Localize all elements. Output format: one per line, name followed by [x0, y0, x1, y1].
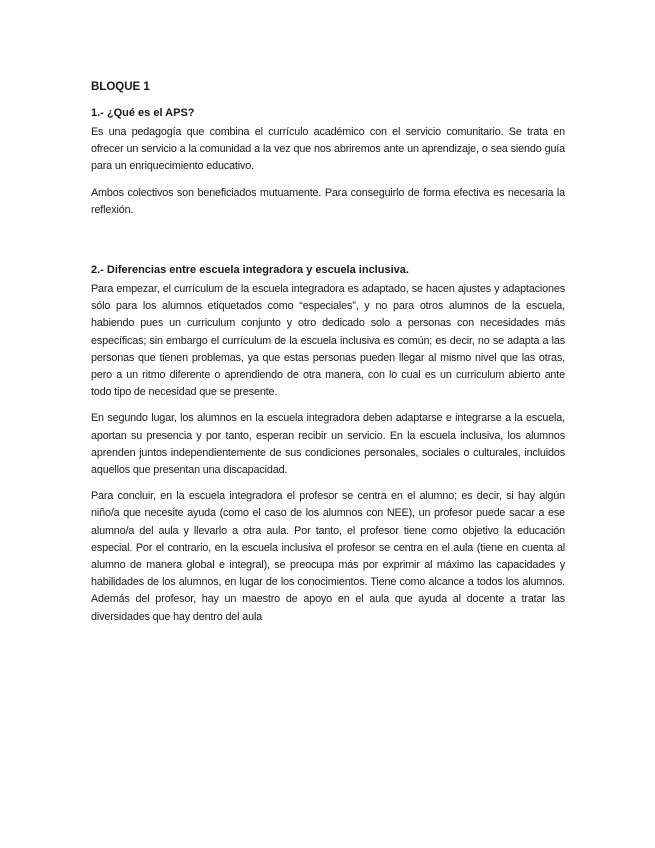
section-heading-aps: 1.- ¿Qué es el APS?: [91, 107, 195, 119]
section-differences: [91, 262, 565, 626]
paragraph: En segundo lugar, los alumnos en la escuela integradora deben adaptarse e integrarse a la escuela, aportan su presencia y por tanto, esperan recibir un servicio. En la escuela inclusiva, los alumnos aprenden juntos independientemente de sus condiciones personales, sociales o culturales, incluidos aquellos que presentan una discapacidad.: [91, 412, 565, 477]
section-heading-differences: 2.- Diferencias entre escuela integradora y escuela inclusiva.: [91, 264, 409, 277]
block-title: BLOQUE 1: [91, 81, 150, 93]
paragraph: Para concluir, en la escuela integradora el profesor se centra en el alumno; es decir, si hay algún niño/a que necesite ayuda (como el caso de los alumnos con NEE), un profesor puede sacar a ese alumno/a del aula y llevarlo a otra aula. Por tanto, el profesor tiene como objetivo la educación especial. Por el contrario, en la escuela inclusiva el profesor se centra en el aula (tiene en cuenta al alumno de manera global e integral), se preocupa más por exprimir al máximo las capacidades y habilidades de los alumnos, en lugar de los conocimientos. Tiene como alcance a todos los alumnos. Además del profesor, hay un maestro de apoyo en el aula que ayuda al docente a tratar las diversidades que hay dentro del aula: [91, 490, 565, 623]
section-aps: [91, 105, 565, 219]
paragraph: Ambos colectivos son beneficiados mutuamente. Para conseguirlo de forma efectiva es necesaria la reflexión.: [91, 186, 565, 216]
paragraph: Es una pedagogía que combina el currículo académico con el servicio comunitario. Se trata en ofrecer un servicio a la comunidad a la vez que nos abriremos ante un aprendizaje, o sea siendo guía para un enriquecimiento educativo.: [91, 126, 565, 173]
section-spacer: [91, 228, 565, 262]
paragraph: Para empezar, el currículum de la escuela integradora es adaptado, se hacen ajustes y adaptaciones sólo para los alumnos etiquetados como “especiales”, y no para otros alumnos de la escuela, habiendo pues un curriculum conjunto y otro dedicado solo a personas con necesidades más específicas; sin embargo el currículum de la escuela inclusiva es común; es decir, no se adapta a las personas que tienen problemas, ya que estas personas pueden llegar al mismo nivel que las otras, pero a un ritmo diferente o aprendiendo de otra manera, con lo cual es un curriculum abierto ante todo tipo de necesidad que se presente.: [91, 283, 565, 399]
document-page: [91, 79, 565, 635]
